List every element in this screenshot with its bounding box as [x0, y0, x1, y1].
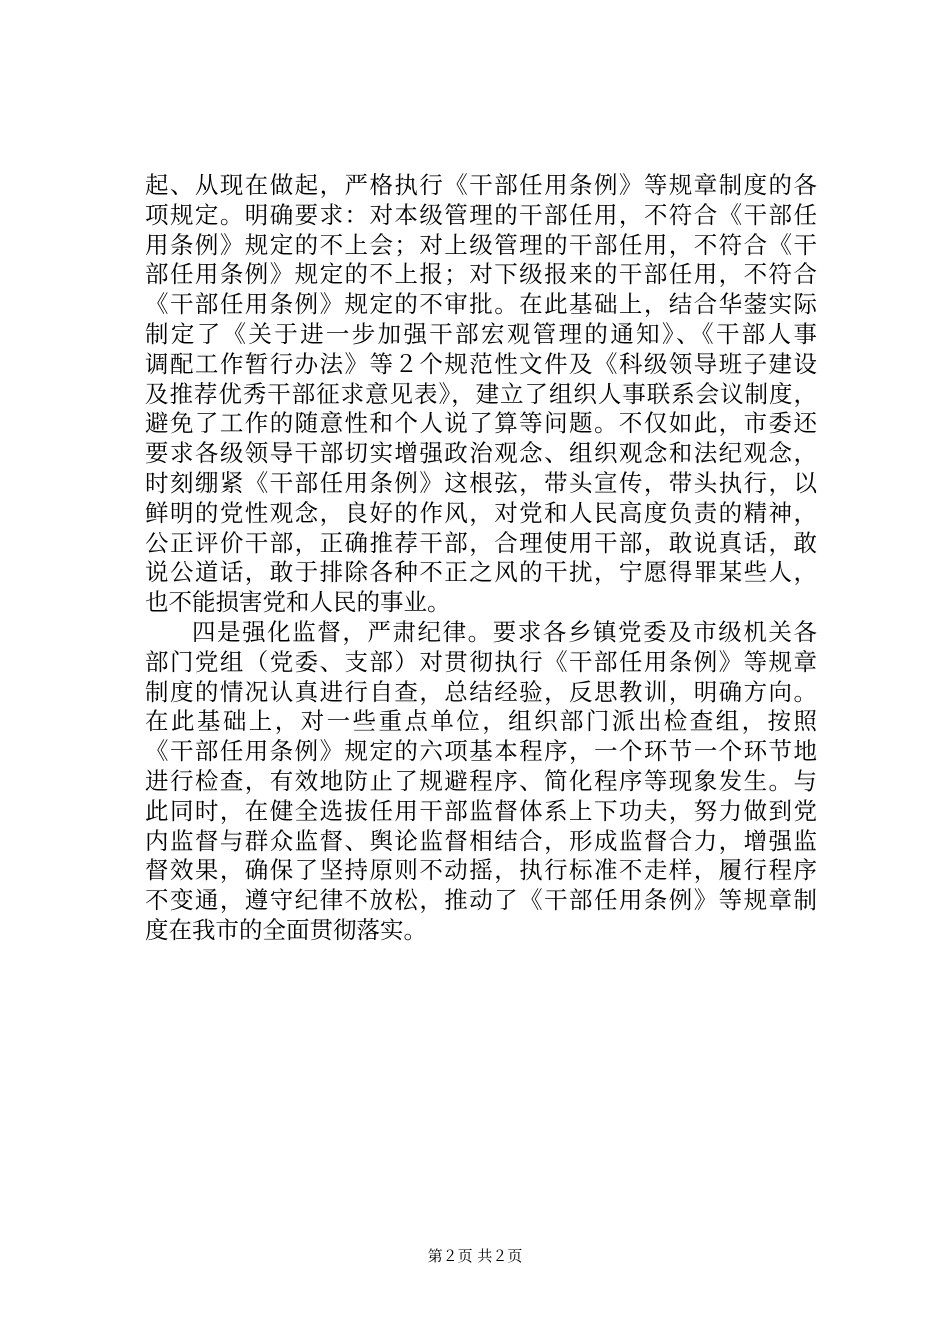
text-line: 项规定。明确要求：对本级管理的干部任用，不符合《干部任	[145, 200, 817, 229]
text-line: 度在我市的全面贯彻落实。	[145, 915, 427, 944]
text-line: 用条例》规定的不上会；对上级管理的干部任用，不符合《干	[145, 230, 817, 259]
text-line: 四是强化监督，严肃纪律。要求各乡镇党委及市级机关各	[192, 617, 817, 646]
text-line: 进行检查，有效地防止了规避程序、简化程序等现象发生。与	[145, 766, 817, 795]
paragraph	[145, 171, 817, 618]
text-line: 部任用条例》规定的不上报；对下级报来的干部任用，不符合	[145, 260, 817, 289]
text-line: 调配工作暂行办法》等２个规范性文件及《科级领导班子建设	[145, 349, 817, 378]
text-line: 避免了工作的随意性和个人说了算等问题。不仅如此，市委还	[145, 409, 817, 438]
text-line: 及推荐优秀干部征求意见表》，建立了组织人事联系会议制度，	[145, 379, 817, 408]
text-line: 《干部任用条例》规定的不审批。在此基础上，结合华蓥实际	[145, 290, 817, 319]
document-body	[145, 171, 817, 946]
text-line: 起、从现在做起，严格执行《干部任用条例》等规章制度的各	[145, 171, 817, 199]
text-line: 制度的情况认真进行自查，总结经验，反思教训，明确方向。	[145, 677, 817, 706]
text-line: 制定了《关于进一步加强干部宏观管理的通知》、《干部人事	[145, 319, 817, 348]
text-line: 不变通，遵守纪律不放松，推动了《干部任用条例》等规章制	[145, 886, 817, 915]
text-line: 部门党组（党委、支部）对贯彻执行《干部任用条例》等规章	[145, 647, 817, 676]
text-line: 《干部任用条例》规定的六项基本程序，一个环节一个环节地	[145, 737, 817, 766]
text-line: 也不能损害党和人民的事业。	[145, 588, 451, 617]
text-line: 内监督与群众监督、舆论监督相结合，形成监督合力，增强监	[145, 826, 817, 855]
text-line: 鲜明的党性观念，良好的作风，对党和人民高度负责的精神，	[145, 498, 817, 527]
page-footer	[0, 1246, 950, 1266]
text-line: 此同时，在健全选拔任用干部监督体系上下功夫，努力做到党	[145, 796, 817, 825]
text-line: 时刻绷紧《干部任用条例》这根弦，带头宣传，带头执行，以	[145, 468, 817, 497]
paragraph	[145, 618, 817, 946]
text-line: 要求各级领导干部切实增强政治观念、组织观念和法纪观念，	[145, 439, 817, 468]
text-line: 说公道话，敢于排除各种不正之风的干扰，宁愿得罪某些人，	[145, 558, 817, 587]
text-line: 公正评价干部，正确推荐干部，合理使用干部，敢说真话，敢	[145, 528, 817, 557]
page-number-label: 第２页 共２页	[427, 1247, 523, 1265]
text-line: 督效果，确保了坚持原则不动摇，执行标准不走样，履行程序	[145, 856, 817, 885]
text-line: 在此基础上，对一些重点单位，组织部门派出检查组，按照	[145, 707, 817, 736]
